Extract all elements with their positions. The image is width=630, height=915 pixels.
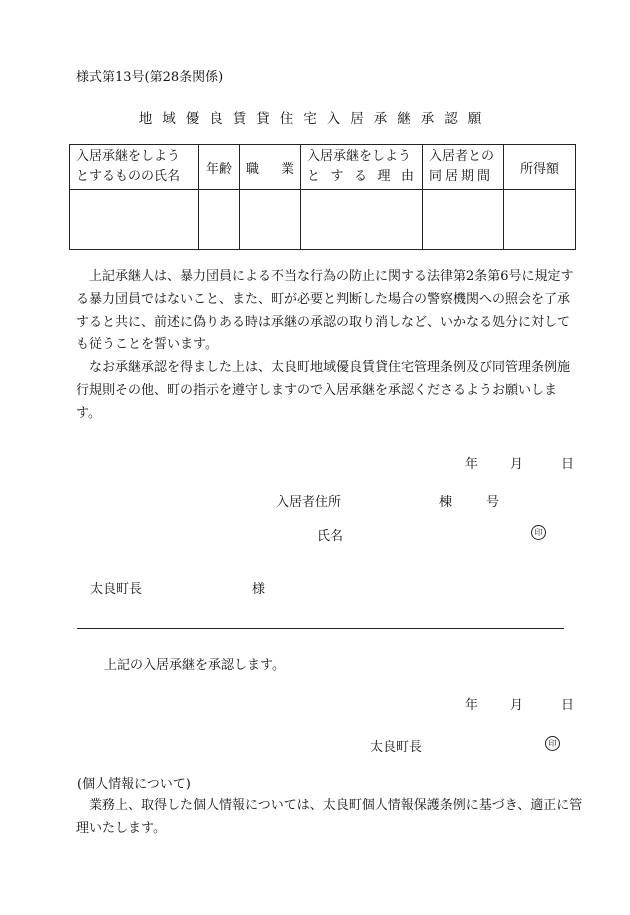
approval-text: 上記の入居承継を承認します。 — [104, 658, 285, 673]
pledge-paragraph: なお承継承認を得ました上は、太良町地域優良賃貸住宅管理条例及び同管理条例施行規則その他、町の指示を遵守しますので入居承継を承認くださるようお願いします。 — [76, 360, 571, 421]
cell-occupation[interactable] — [240, 190, 301, 250]
header-occupation: 職 業 — [240, 145, 301, 190]
header-reason: 入居承継をしよう と す る 理 由 — [301, 145, 423, 190]
divider-line — [77, 628, 564, 629]
table-header-row — [70, 145, 576, 190]
pledge-text — [76, 266, 576, 426]
cell-cohabitation-period[interactable] — [423, 190, 504, 250]
header-successor-name: 入居承継をしよう とするものの氏名 — [70, 145, 199, 190]
approval-date: 年 月 日 — [465, 698, 575, 713]
applicant-address: 入居者住所 棟 号 — [276, 495, 500, 510]
addressee: 太良町長 様 — [90, 582, 266, 597]
privacy-heading: (個人情報について) — [77, 777, 191, 792]
cell-reason[interactable] — [301, 190, 423, 250]
form-number: 様式第13号(第28条関係) — [76, 70, 224, 85]
applicant-name-label: 氏名 — [317, 529, 344, 544]
cell-successor-name[interactable] — [70, 190, 199, 250]
application-date: 年 月 日 — [465, 457, 575, 472]
header-cohabitation-period: 入居者との 同居期間 — [423, 145, 504, 190]
seal-mark-icon: 印 — [545, 736, 560, 751]
header-income: 所得額 — [504, 145, 576, 190]
header-age: 年齢 — [199, 145, 240, 190]
table-row — [70, 190, 576, 250]
seal-mark-icon: 印 — [531, 525, 546, 540]
cell-age[interactable] — [199, 190, 240, 250]
cell-income[interactable] — [504, 190, 576, 250]
document-title: 地域優良賃貸住宅入居承継承認願 — [138, 111, 492, 127]
application-table — [69, 144, 576, 250]
pledge-paragraph: 上記承継人は、暴力団員による不当な行為の防止に関する法律第2条第6号に規定する暴力団員ではないこと、また、町が必要と判断した場合の警察機関への照会を了承すると共に、前述に偽りある時は承継の承認の取り消しなど、いかなる処分に対しても従うことを誓います。 — [76, 269, 574, 353]
approver-mayor: 太良町長 — [370, 740, 423, 755]
privacy-text: 業務上、取得した個人情報については、太良町個人情報保護条例に基づき、適正に管理いたします。 — [76, 798, 583, 836]
